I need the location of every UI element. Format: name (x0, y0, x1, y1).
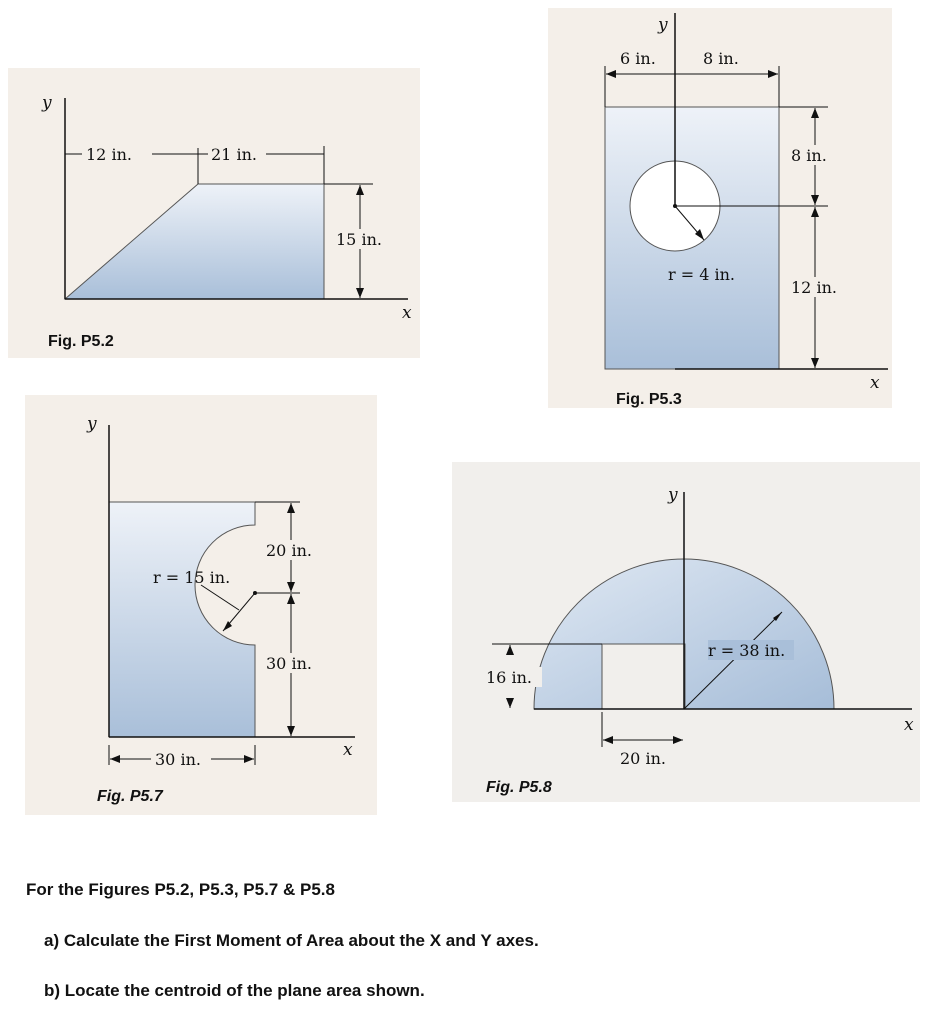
figure-p5-8 (452, 462, 920, 802)
figure-p5-2 (8, 68, 420, 358)
dimension-16-label: 16 in. (486, 668, 532, 687)
question-part-b: b) Locate the centroid of the plane area shown. (44, 981, 425, 1000)
figure-caption: Fig. P5.7 (97, 788, 163, 805)
figure-p5-8-diagram (452, 462, 920, 802)
question-part-a: a) Calculate the First Moment of Area about the X and Y axes. (44, 931, 539, 950)
figure-p5-7 (25, 395, 377, 815)
dimension-21-label: 21 in. (211, 145, 257, 164)
dimension-12-label: 12 in. (791, 278, 837, 297)
dimension-20-label: 20 in. (620, 749, 666, 768)
dimension-15-label: 15 in. (336, 230, 382, 249)
dimension-30-horizontal-label: 30 in. (155, 750, 201, 769)
figure-p5-3 (548, 8, 892, 408)
radius-label: r = 38 in. (708, 641, 786, 660)
dimension-8-right-label: 8 in. (791, 146, 827, 165)
figure-p5-3-diagram (548, 8, 892, 408)
y-axis-label: y (87, 414, 97, 434)
y-axis-label: y (668, 485, 678, 505)
x-axis-label: x (870, 373, 880, 393)
y-axis-label: y (658, 15, 668, 35)
dimension-20-label: 20 in. (266, 541, 312, 560)
figure-caption: Fig. P5.2 (48, 333, 114, 350)
figure-caption: Fig. P5.8 (486, 779, 552, 796)
figure-p5-2-diagram (8, 68, 420, 358)
dimension-8-top-label: 8 in. (703, 49, 739, 68)
y-axis-label: y (42, 93, 52, 113)
x-axis-label: x (904, 715, 914, 735)
figure-p5-7-diagram (25, 395, 377, 815)
figure-caption: Fig. P5.3 (616, 391, 682, 408)
x-axis-label: x (343, 740, 353, 760)
question-heading: For the Figures P5.2, P5.3, P5.7 & P5.8 (26, 880, 335, 899)
dimension-30-vertical-label: 30 in. (266, 654, 312, 673)
dimension-12-label: 12 in. (86, 145, 132, 164)
radius-label: r = 4 in. (668, 265, 735, 284)
dimension-6-label: 6 in. (620, 49, 656, 68)
radius-label: r = 15 in. (153, 568, 231, 587)
x-axis-label: x (402, 303, 412, 323)
circle-center (673, 204, 677, 208)
